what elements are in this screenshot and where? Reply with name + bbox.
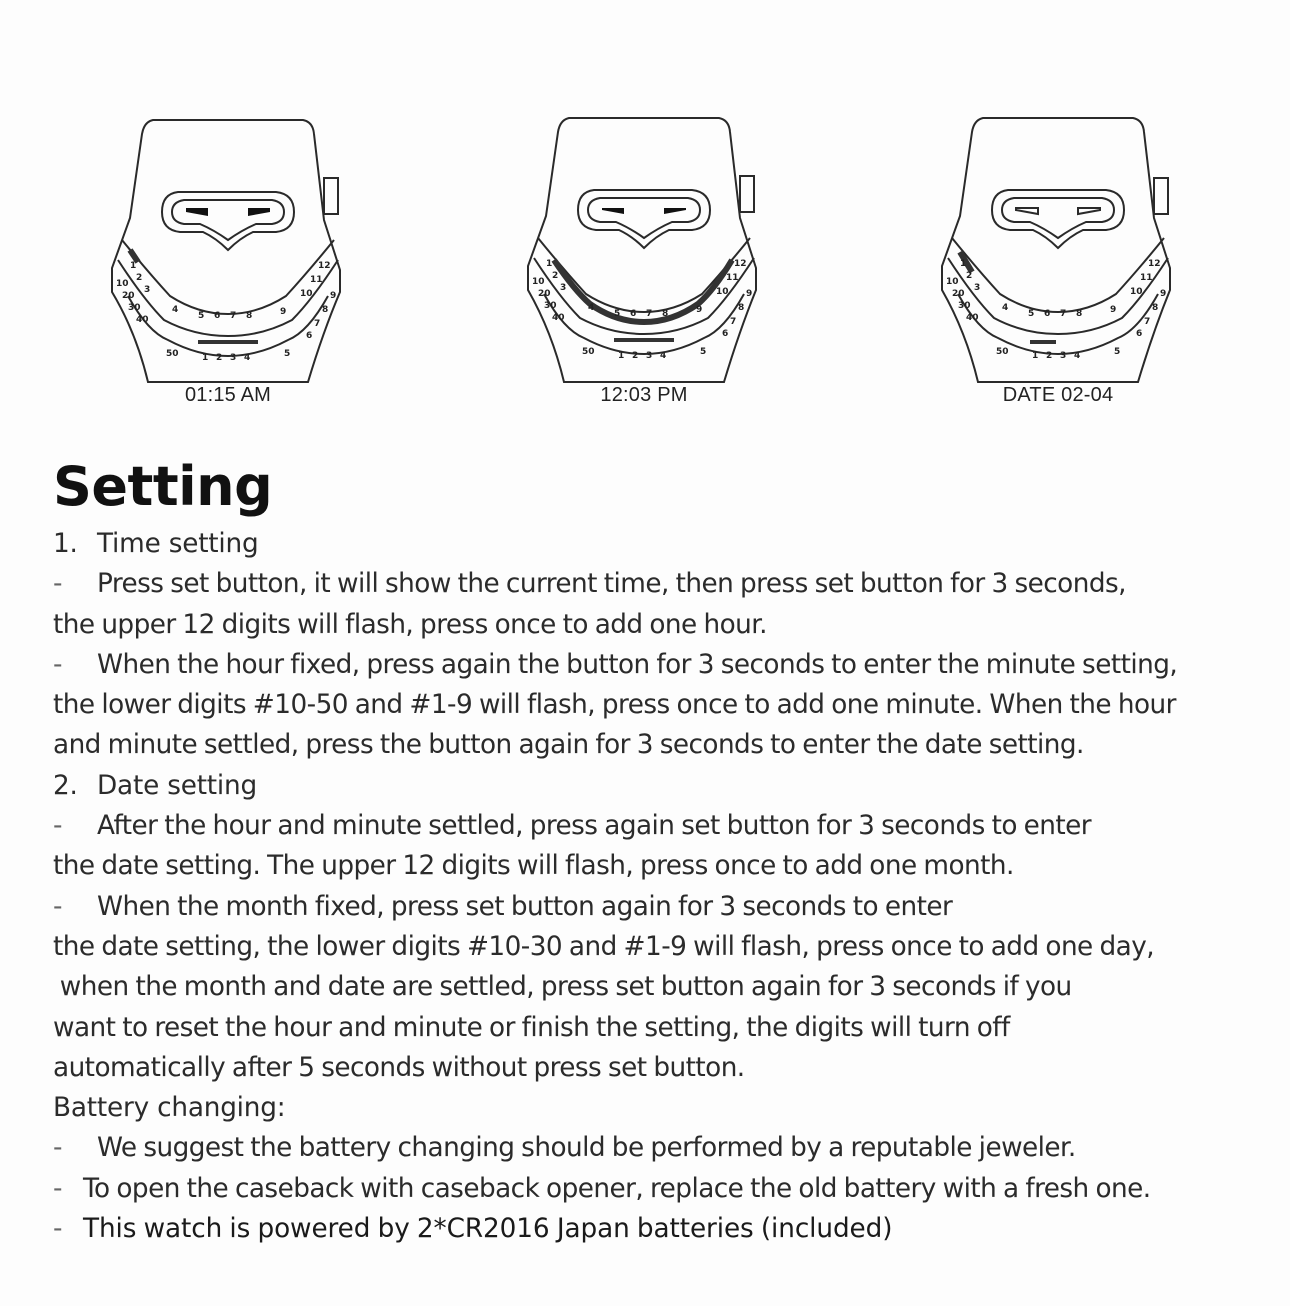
paragraph-line: the date setting. The upper 12 digits will flash, press once to add one month. [53,851,1014,882]
minute-mark: 9 [746,289,753,299]
bullet-dash: - [53,1173,62,1204]
tens-mark: 50 [582,347,595,357]
hour-mark: 3 [974,283,981,293]
paragraph-line: and minute settled, press the button again for 3 seconds to enter the date setting. [53,730,1084,761]
watch-illustration [938,100,1178,390]
watch-diagrams [0,100,1290,420]
tens-mark: 20 [122,291,135,301]
section-number: 1. [53,529,78,559]
minute-mark: 5 [284,349,291,359]
hour-mark: 2 [552,271,559,281]
paragraph-line [53,1169,1268,1209]
paragraph-line: the upper 12 digits will flash, press once to add one hour. [53,609,767,640]
bullet-dash: - [53,1214,63,1245]
tens-mark: 20 [952,289,965,299]
hour-mark: 9 [1110,305,1117,315]
minute-mark: 2 [632,351,639,361]
paragraph-text: This watch is powered by 2*CR2016 Japan batteries (included) [83,1214,893,1245]
section-number: 2. [53,770,78,801]
bullet-dash: - [53,1133,62,1164]
hour-mark: 1 [960,259,967,269]
hour-mark: 11 [310,275,323,285]
minute-mark: 4 [244,353,251,363]
minute-mark: 7 [230,311,237,321]
bullet-dash: - [53,891,62,922]
hour-mark: 1 [546,259,553,269]
minute-mark: 1 [202,353,209,363]
bullet-dash: - [53,811,62,842]
page-title: Setting [53,455,273,518]
watch-illustration [524,100,764,390]
bullet-dash: - [53,569,62,600]
tens-mark: 10 [116,279,129,289]
section-title: Time setting [97,529,259,559]
tens-mark: 40 [552,313,565,323]
paragraph-line [53,1128,1268,1168]
bullet-dash: - [53,649,62,680]
hour-mark: 12 [318,261,331,271]
tens-mark: 40 [136,315,149,325]
minute-mark: 9 [330,291,337,301]
paragraph-line: want to reset the hour and minute or finish the setting, the digits will turn off [53,1012,1010,1043]
minute-mark: 6 [306,331,313,341]
minute-mark: 8 [322,305,329,315]
minute-mark: 3 [230,353,237,363]
paragraph-text: Press set button, it will show the current time, then press set button for 3 seconds, [97,569,1126,600]
hour-mark: 4 [588,303,595,313]
watch-diagram-date [938,100,1198,420]
paragraph-line [53,564,1268,604]
hour-mark: 3 [560,283,567,293]
minute-mark: 3 [646,351,653,361]
section-title-time [53,524,1268,564]
setting-instructions [53,452,1268,1249]
hour-mark: 9 [280,307,287,317]
hour-mark: 11 [726,273,739,283]
minute-mark: 8 [1152,303,1159,313]
minute-mark: 5 [1028,309,1035,319]
minute-mark: 6 [630,309,637,319]
paragraph-text: To open the caseback with caseback opener, replace the old battery with a fresh one. [83,1173,1151,1204]
tens-mark: 50 [166,349,179,359]
minute-mark: 9 [1160,289,1167,299]
tens-mark: 30 [128,303,141,313]
paragraph-text: We suggest the battery changing should be performed by a reputable jeweler. [97,1133,1076,1164]
tens-mark: 40 [966,313,979,323]
hour-mark: 2 [966,271,973,281]
tens-mark: 30 [544,301,557,311]
minute-mark: 1 [618,351,625,361]
watch-caption: DATE 02-04 [1002,384,1114,406]
watch-caption: 12:03 PM [600,384,688,406]
hour-mark: 12 [734,259,747,269]
paragraph-line: the date setting, the lower digits #10-30 and #1-9 will flash, press once to add one day, [53,931,1155,962]
paragraph-line: automatically after 5 seconds without press set button. [53,1052,745,1083]
minute-mark: 7 [646,309,653,319]
minute-mark: 2 [216,353,223,363]
minute-mark: 5 [198,311,205,321]
tens-mark: 50 [996,347,1009,357]
watch-diagram-time-pm [524,100,784,420]
minute-mark: 5 [700,347,707,357]
hour-mark: 10 [716,287,729,297]
hour-mark: 2 [136,273,143,283]
minute-mark: 1 [1032,351,1039,361]
tens-mark: 10 [946,277,959,287]
paragraph-line [53,887,1268,927]
tens-mark: 10 [532,277,545,287]
paragraph-line [53,645,1268,685]
watch-diagram-time-am [108,100,368,420]
minute-mark: 5 [614,309,621,319]
hour-mark: 1 [130,261,137,271]
minute-mark: 6 [1044,309,1051,319]
minute-mark: 4 [1074,351,1081,361]
minute-mark: 7 [314,319,321,329]
paragraph-line: when the month and date are settled, press set button again for 3 seconds if you [53,972,1072,1003]
watch-caption: 01:15 AM [184,384,272,406]
minute-mark: 6 [722,329,729,339]
minute-mark: 6 [214,311,221,321]
minute-mark: 6 [1136,329,1143,339]
minute-mark: 2 [1046,351,1053,361]
watch-illustration [108,100,348,390]
hour-mark: 12 [1148,259,1161,269]
hour-mark: 4 [1002,303,1009,313]
section-title-date [53,766,1268,806]
paragraph-line: the lower digits #10-50 and #1-9 will flash, press once to add one minute. When the hour [53,690,1176,721]
minute-mark: 7 [1060,309,1067,319]
minute-mark: 3 [1060,351,1067,361]
minute-mark: 5 [1114,347,1121,357]
section-title-battery: Battery changing: [53,1093,286,1124]
minute-mark: 8 [662,309,669,319]
paragraph-text: After the hour and minute settled, press again set button for 3 seconds to enter [97,811,1092,842]
minute-mark: 7 [730,317,737,327]
hour-mark: 4 [172,305,179,315]
hour-mark: 3 [144,285,151,295]
hour-mark: 10 [1130,287,1143,297]
minute-mark: 7 [1144,317,1151,327]
minute-mark: 8 [738,303,745,313]
paragraph-line [53,806,1268,846]
minute-mark: 8 [246,311,253,321]
paragraph-line [53,1209,1268,1249]
hour-mark: 9 [696,305,703,315]
tens-mark: 20 [538,289,551,299]
minute-mark: 4 [660,351,667,361]
paragraph-text: When the month fixed, press set button again for 3 seconds to enter [97,891,953,922]
hour-mark: 10 [300,289,313,299]
hour-mark: 11 [1140,273,1153,283]
minute-mark: 8 [1076,309,1083,319]
tens-mark: 30 [958,301,971,311]
section-title: Date setting [97,770,257,801]
paragraph-text: When the hour fixed, press again the button for 3 seconds to enter the minute setting, [97,649,1178,680]
